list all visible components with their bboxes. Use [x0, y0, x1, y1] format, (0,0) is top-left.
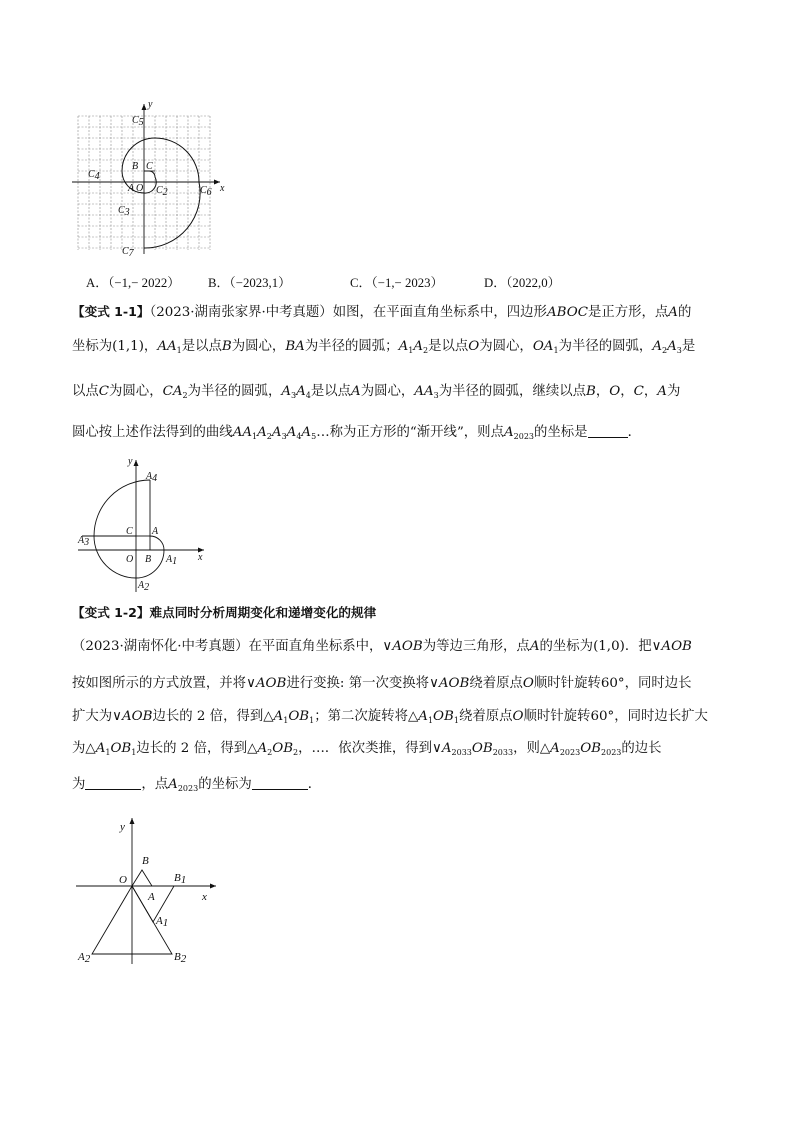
fig2-label-x: x [198, 552, 203, 563]
fig3-label-b: B [142, 855, 149, 867]
fig1-label-c2: C2 [156, 185, 168, 198]
fig1-label-c4: C4 [88, 169, 100, 182]
y-axis-arrow [130, 818, 135, 824]
answer-blank-1[interactable] [588, 424, 628, 438]
fig3-label-x: x [202, 891, 207, 903]
variant2-line3: 扩大为∨AOB边长的 2 倍，得到$\triangle A_1OB_1$；第二次旋转将$\triangle A_1OB_1$绕着原点O顺时针旋转60°，同时边长扩大 [72, 709, 708, 725]
fig2-label-y: y [128, 456, 133, 467]
fig2-label-a4: A4 [146, 471, 158, 484]
fig1-label-c5: C5 [132, 115, 144, 128]
fig3-label-a: A [148, 891, 155, 903]
variant1-line2: 坐标为(1,1)，$AA_1$是以点B为圆心，BA为半径的圆弧；$A_1A_2$是以点O为圆心，$OA_1$为半径的圆弧，$A_2A_3$是 [72, 339, 696, 355]
fig1-label-c7: C7 [122, 246, 134, 259]
figure-rotating-triangles [72, 814, 222, 966]
fig2-label-c: C [126, 526, 133, 537]
fig3-label-y: y [120, 821, 125, 833]
fig3-label-a2: A2 [78, 951, 91, 965]
fig3-label-a1: A1 [156, 915, 169, 929]
fig1-label-c: C [146, 161, 153, 172]
fig3-label-o: O [119, 874, 127, 886]
option-c: C．（−1,− 2023） [350, 276, 444, 290]
fig2-label-a1: A1 [166, 554, 178, 567]
variant1-tag: 【变式 1-1】 [72, 304, 150, 319]
answer-blank-3[interactable] [252, 776, 308, 790]
fig2-label-o: O [126, 554, 134, 565]
y-axis-arrow [134, 460, 139, 466]
fig1-label-o: O [136, 183, 144, 194]
fig1-label-x: x [220, 183, 225, 194]
triangle-aob [132, 870, 152, 886]
fig1-label-c6: C6 [200, 185, 212, 198]
variant2-line2: 按如图所示的方式放置，并将∨AOB进行变换: 第一次变换将∨AOB绕着原点O顺时针旋转60°，同时边长 [72, 676, 692, 691]
variant2-line1: （2023·湖南怀化·中考真题）在平面直角坐标系中，∨AOB为等边三角形，点A的坐标为(1,0)．把∨AOB [72, 639, 692, 654]
option-a: A．（−1,− 2022） [86, 276, 181, 290]
figure-spiral-grid [70, 98, 240, 259]
fig3-label-b1: B1 [174, 872, 187, 886]
fig3-label-b2: B2 [174, 951, 187, 965]
variant1-line1: 【变式 1-1】（2023·湖南张家界·中考真题）如图，在平面直角坐标系中，四边形ABOC是正方形，点A的 [72, 304, 692, 320]
fig1-label-a: A [128, 183, 135, 194]
variant1-line3: 以点C为圆心，$CA_2$为半径的圆弧，$A_3A_4$是以点A为圆心，$AA_3$为半径的圆弧，继续以点B，O，C，A为 [72, 384, 681, 400]
x-axis-arrow [210, 884, 216, 889]
option-b: B．（−2023,1） [208, 276, 291, 290]
fig2-label-a: A [152, 526, 159, 537]
variant2-title: 【变式 1-2】难点同时分析周期变化和递增变化的规律 [72, 605, 377, 620]
variant1-line4: 圆心按上述作法得到的曲线$AA_1A_2A_3A_4A_5\dots$称为正方形的“渐开线”，则点$A_{2023}$的坐标是 ． [72, 425, 641, 441]
figure-square-involute [70, 452, 210, 598]
fig1-label-y: y [148, 99, 153, 110]
option-d: D．（2022,0） [484, 276, 561, 290]
fig1-label-b: B [132, 161, 139, 172]
fig2-label-a3: A3 [78, 535, 90, 548]
fig2-label-b: B [145, 554, 152, 565]
variant2-line5: 为 ，点$A_{2023}$的坐标为 ． [72, 777, 322, 793]
answer-blank-2[interactable] [85, 776, 141, 790]
y-axis-arrow [142, 104, 147, 110]
fig1-label-c3: C3 [118, 205, 130, 218]
fig2-label-a2: A2 [138, 580, 150, 593]
variant2-line4: 为$\triangle A_1OB_1$边长的 2 倍，得到$\triangle A_2OB_2$，…．依次类推，得到$\vee A_{2033}OB_{2033}$，则$\triangle A_{2023}OB_{2023}$的边长 [72, 741, 662, 757]
